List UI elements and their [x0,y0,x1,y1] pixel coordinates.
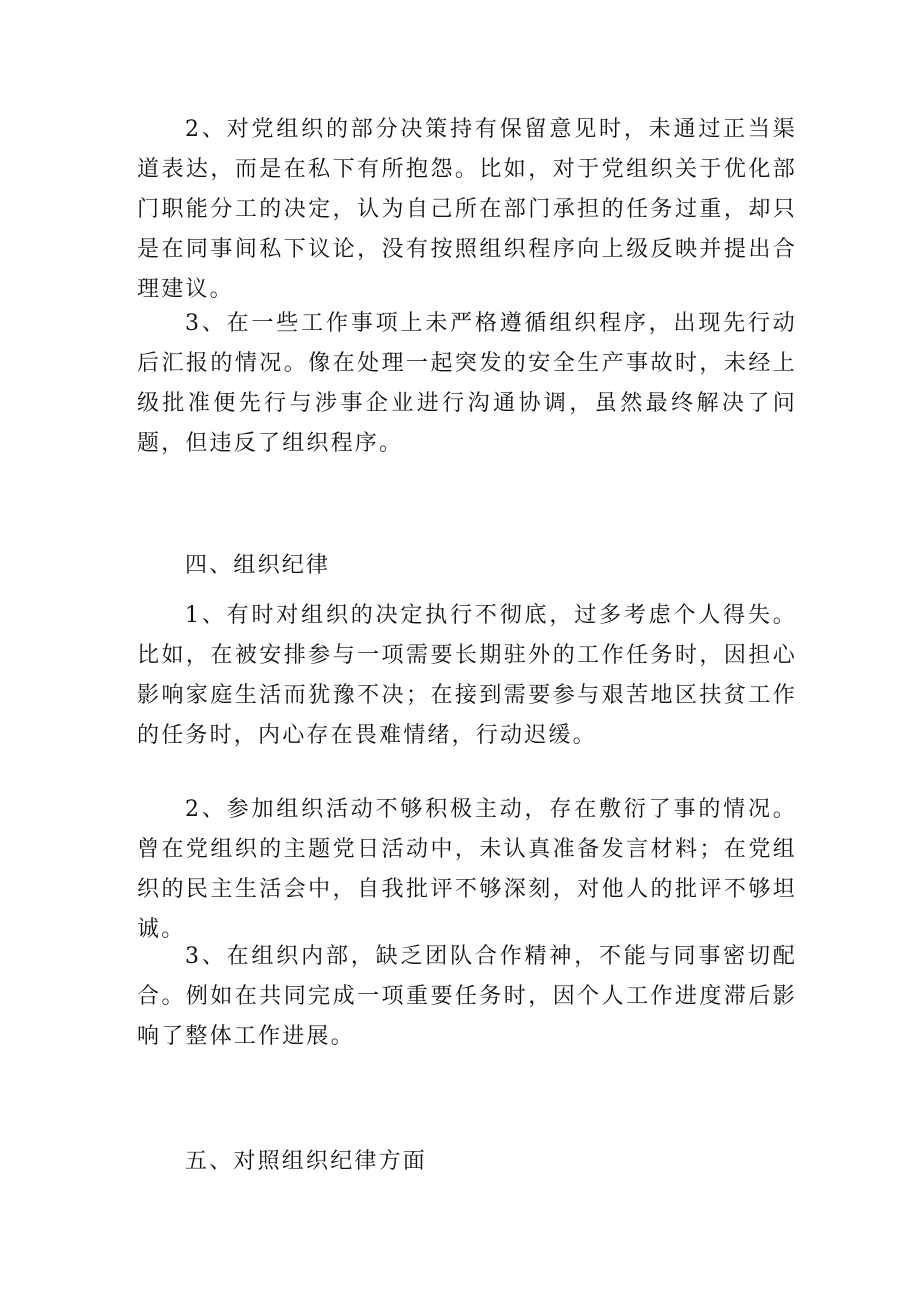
paragraph-2-reservation: 2、对党组织的部分决策持有保留意见时，未通过正当渠道表达，而是在私下有所抱怨。比如，对于党组织关于优化部门职能分工的决定，认为自己所在部门承担的任务过重，却只是在同事间私下议论，没有按照组织程序向上级反映并提出合理建议。 [137,117,797,302]
paragraph-4-1-execution: 1、有时对组织的决定执行不彻底，过多考虑个人得失。比如，在被安排参与一项需要长期驻外的工作任务时，因担心影响家庭生活而犹豫不决；在接到需要参与艰苦地区扶贫工作的任务时，内心存在畏难情绪，行动迟缓。 [137,603,797,748]
paragraph-4-3-teamwork: 3、在组织内部，缺乏团队合作精神，不能与同事密切配合。例如在共同完成一项重要任务时，因个人工作进度滞后影响了整体工作进展。 [137,944,797,1049]
paragraph-3-procedure: 3、在一些工作事项上未严格遵循组织程序，出现先行动后汇报的情况。像在处理一起突发的安全生产事故时，未经上级批准便先行与涉事企业进行沟通协调，虽然最终解决了问题，但违反了组织程序。 [137,311,797,456]
section-heading-compare-discipline: 五、对照组织纪律方面 [185,1149,428,1174]
paragraph-4-2-activities: 2、参加组织活动不够积极主动，存在敷衍了事的情况。曾在党组织的主题党日活动中，未认真准备发言材料；在党组织的民主生活会中，自我批评不够深刻，对他人的批评不够坦诚。 [137,797,797,942]
section-heading-organization-discipline: 四、组织纪律 [185,553,331,578]
